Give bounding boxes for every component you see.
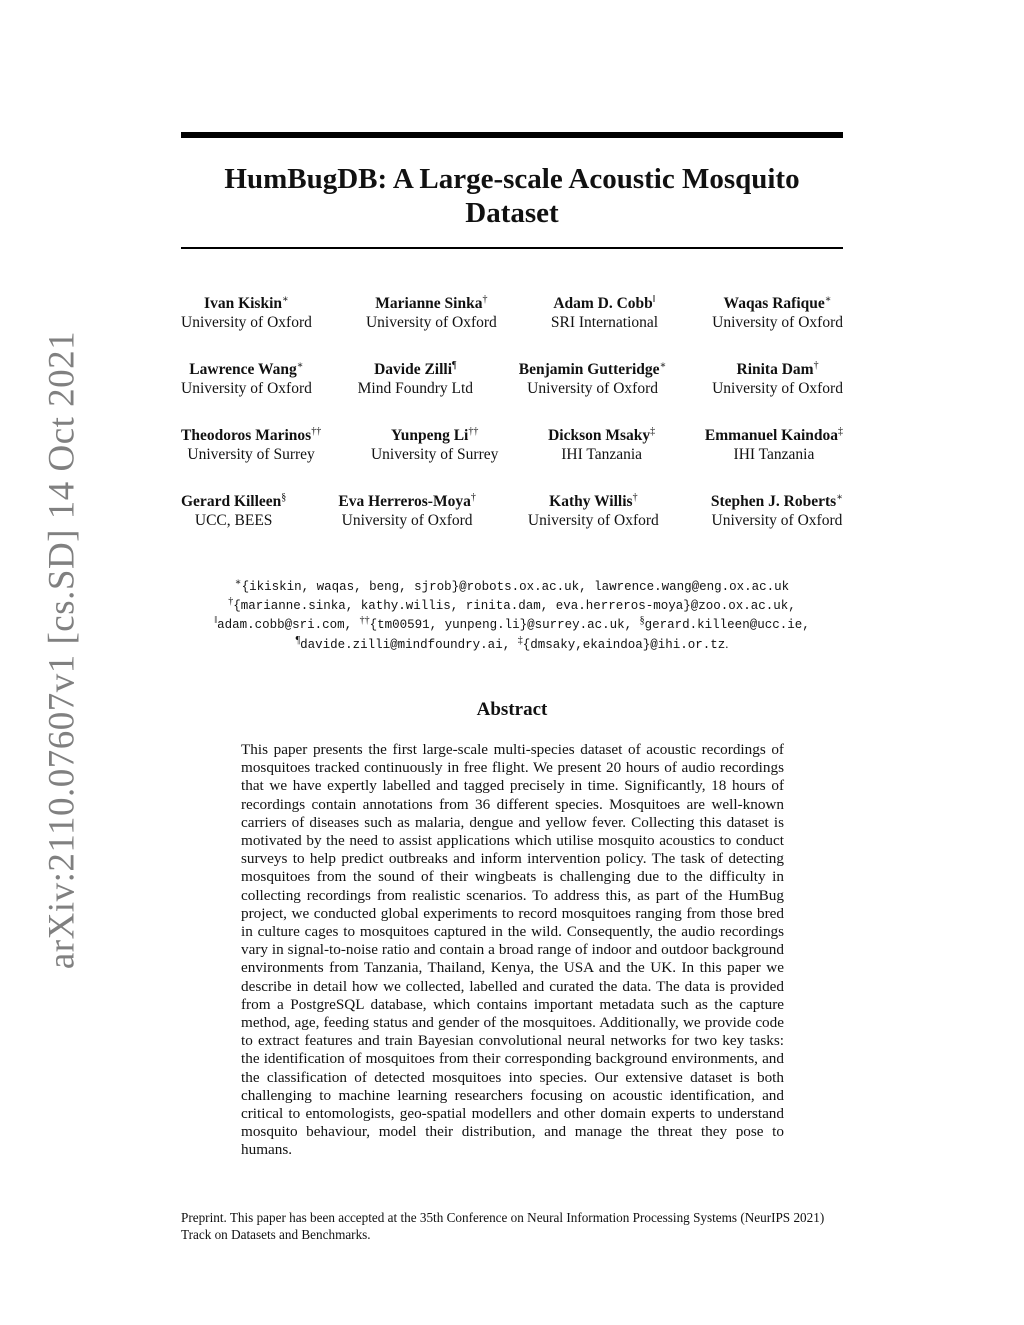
author: Yunpeng Li†† University of Surrey bbox=[370, 426, 499, 463]
email-line: ¶davide.zilli@mindfoundry.ai, ‡{dmsaky,ekaindoa}@ihi.or.tz. bbox=[295, 635, 729, 652]
author-block bbox=[181, 294, 843, 558]
abstract-heading: Abstract bbox=[476, 699, 548, 720]
author: Eva Herreros-Moya† University of Oxford bbox=[338, 492, 476, 529]
author: Waqas Rafique∗ University of Oxford bbox=[712, 294, 843, 331]
author-row bbox=[181, 492, 843, 530]
author: Ivan Kiskin∗ University of Oxford bbox=[181, 294, 312, 331]
arxiv-identifier-stamp: arXiv:2110.07607v1 [cs.SD] 14 Oct 2021 bbox=[41, 330, 83, 970]
preprint-footnote: Preprint. This paper has been accepted at the 35th Conference on Neural Information Processing Systems (NeurIPS 2021) Track on Datasets and Benchmarks. bbox=[181, 1210, 825, 1242]
author: Marianne Sinka† University of Oxford bbox=[365, 294, 497, 331]
author-row bbox=[181, 294, 843, 332]
author: Gerard Killeen§ UCC, BEES bbox=[181, 492, 287, 529]
author: Davide Zilli¶ Mind Foundry Ltd bbox=[357, 360, 474, 397]
author: Kathy Willis† University of Oxford bbox=[527, 492, 659, 529]
email-line: ‖adam.cobb@sri.com, ††{tm00591, yunpeng.li}@surrey.ac.uk, §gerard.killeen@ucc.ie, bbox=[214, 615, 810, 632]
author: Lawrence Wang∗ University of Oxford bbox=[181, 360, 312, 397]
email-line: †{marianne.sinka, kathy.willis, rinita.dam, eva.herreros-moya}@zoo.ox.ac.uk, bbox=[228, 596, 796, 613]
author-emails bbox=[181, 578, 843, 655]
email-line: ∗{ikiskin, waqas, beng, sjrob}@robots.ox.ac.uk, lawrence.wang@eng.ox.ac.uk bbox=[234, 577, 790, 594]
title-top-rule bbox=[181, 132, 843, 138]
author: Benjamin Gutteridge∗ University of Oxford bbox=[518, 360, 667, 397]
author: Dickson Msaky‡ IHI Tanzania bbox=[548, 426, 656, 463]
author-row bbox=[181, 360, 843, 398]
paper-title: HumBugDB: A Large-scale Acoustic Mosquito Dataset bbox=[224, 163, 800, 229]
author-row bbox=[181, 426, 843, 464]
author: Adam D. Cobb‖ SRI International bbox=[550, 294, 659, 331]
author: Emmanuel Kaindoa‡ IHI Tanzania bbox=[704, 426, 843, 463]
author: Stephen J. Roberts∗ University of Oxford bbox=[710, 492, 843, 529]
author: Theodoros Marinos†† University of Surrey bbox=[181, 426, 322, 463]
title-bottom-rule bbox=[181, 247, 843, 249]
author: Rinita Dam† University of Oxford bbox=[712, 360, 843, 397]
abstract-text: This paper presents the first large-scale multi-species dataset of acoustic recordings of mosquitoes tracked continuously in free flight. We present 20 hours of audio recordings that we have expertly labelled and tagged precisely in time. Significantly, 18 hours of recordings contain annotations from 36 different species. Mosquitoes are well-known carriers of diseases such as malaria, dengue and yellow fever. Collecting this dataset is motivated by the need to assist applications which utilise mosquito acoustics to conduct surveys to help predict outbreaks and inform intervention policy. The task of detecting mosquitoes from the sound of their wingbeats is challenging due to the difficulty in collecting recordings from realistic scenarios. To address this, as part of the HumBug project, we conducted global experiments to record mosquitoes ranging from those bred in culture cages to mosquitoes captured in the wild. Consequently, the audio recordings vary in signal-to-noise ratio and contain a broad range of indoor and outdoor background environments from Tanzania, Thailand, Kenya, the USA and the UK. In this paper we describe in detail how we collected, labelled and curated the data. The data is provided from a PostgreSQL database, which contains important metadata such as the capture method, age, feeding status and gender of the mosquitoes. Additionally, we provide code to extract features and train Bayesian convolutional neural networks for two key tasks: the identification of mosquitoes from their corresponding background environments, and the classification of detected mosquitoes into species. Our extensive dataset is both challenging to machine learning researchers focusing on acoustic identification, and critical to entomologists, geo-spatial modellers and other domain experts to understand mosquito behaviour, model their distribution, and manage the threat they pose to humans. bbox=[241, 741, 784, 1159]
